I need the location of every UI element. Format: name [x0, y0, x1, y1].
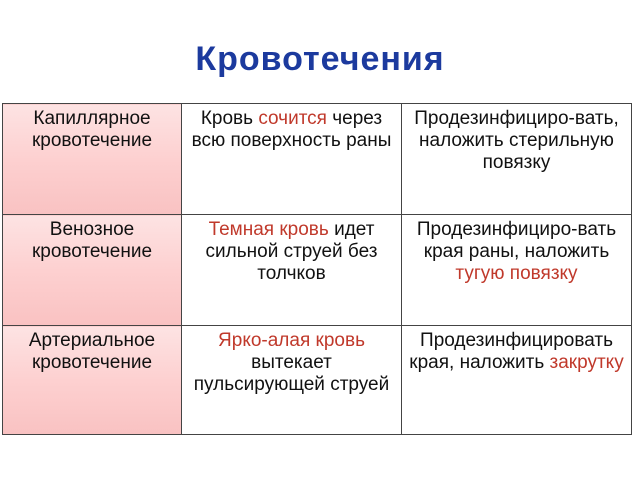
description-highlight: Темная кровь — [208, 219, 329, 240]
description-cell — [182, 326, 402, 435]
description-highlight: сочится — [258, 108, 327, 129]
first-aid-highlight: тугую повязку — [455, 263, 578, 284]
description-highlight: Ярко-алая кровь — [218, 330, 365, 351]
description-cell — [182, 104, 402, 215]
bleeding-type-cell: Венозное кровотечение — [3, 215, 182, 326]
bleeding-type-cell: Капиллярное кровотечение — [3, 104, 182, 215]
table-row — [3, 104, 632, 215]
description-cell — [182, 215, 402, 326]
bleeding-table — [2, 103, 632, 435]
description-text: Кровь — [200, 108, 259, 129]
table-row — [3, 326, 632, 435]
description-text: идет сильной струей без толчков — [205, 219, 378, 284]
first-aid-highlight: закрутку — [549, 352, 624, 373]
table-row — [3, 215, 632, 326]
first-aid-cell — [402, 104, 632, 215]
first-aid-text: Продезинфициро-вать края раны, наложить — [416, 219, 617, 262]
bleeding-type-cell: Артериальное кровотечение — [3, 326, 182, 435]
first-aid-cell — [402, 326, 632, 435]
first-aid-cell — [402, 215, 632, 326]
first-aid-text: Продезинфицировать края, наложить — [409, 330, 613, 373]
page-title: Кровотечения — [195, 40, 445, 78]
description-text: через всю поверхность раны — [191, 108, 392, 151]
description-text: вытекает пульсирующей струей — [193, 352, 390, 395]
first-aid-text: Продезинфициро-вать, наложить стерильную повязку — [414, 108, 619, 173]
